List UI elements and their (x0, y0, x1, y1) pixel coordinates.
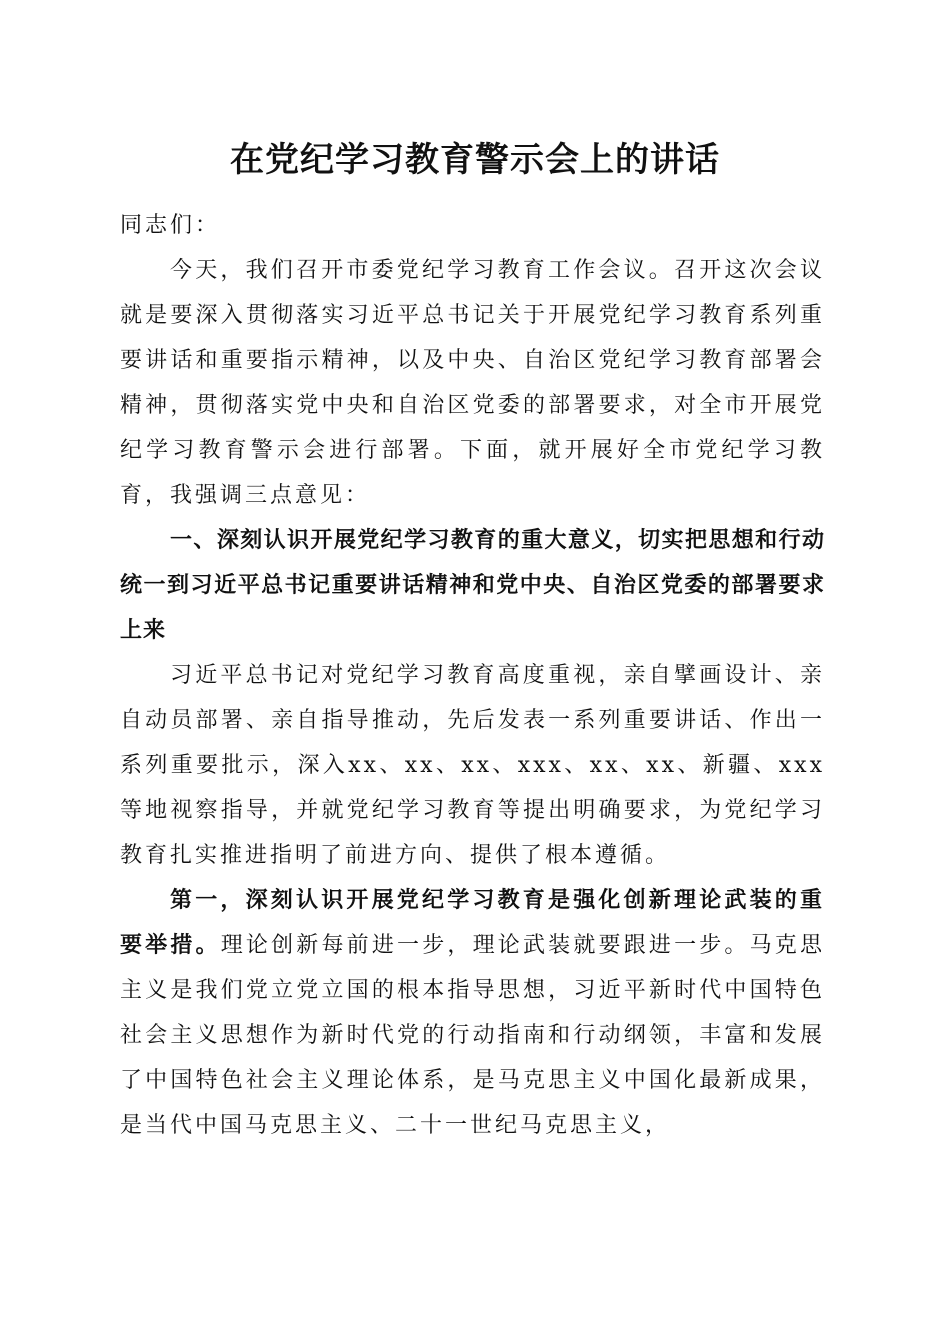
section-heading-1: 一、深刻认识开展党纪学习教育的重大意义，切实把思想和行动统一到习近平总书记重要讲话精神和党中央、自治区党委的部署要求上来 (120, 527, 825, 643)
paragraph-opening: 今天，我们召开市委党纪学习教育工作会议。召开这次会议就是要深入贯彻落实习近平总书记关于开展党纪学习教育系列重要讲话和重要指示精神，以及中央、自治区党纪学习教育部署会精神，贯彻落实党中央和自治区党委的部署要求，对全市开展党纪学习教育警示会进行部署。下面，就开展好全市党纪学习教育，我强调三点意见： (120, 258, 825, 508)
paragraph-point-one (120, 878, 825, 1148)
point-one-lead: 第一，深刻认识开展党纪学习教育是强化创新理论武装的重要举措。 (120, 887, 825, 958)
paragraph-instructions: 习近平总书记对党纪学习教育高度重视，亲自擘画设计、亲自动员部署、亲自指导推动，先后发表一系列重要讲话、作出一系列重要批示，深入xx、xx、xx、xxx、xx、xx、新疆、xxx等地视察指导，并就党纪学习教育等提出明确要求，为党纪学习教育扎实推进指明了前进方向、提供了根本遵循。 (120, 663, 825, 868)
document-title: 在党纪学习教育警示会上的讲话 (230, 140, 720, 180)
document-body (120, 203, 825, 1148)
salutation: 同志们： (120, 213, 221, 238)
point-one-body: 理论创新每前进一步，理论武装就要跟进一步。马克思主义是我们党立党立国的根本指导思想，习近平新时代中国特色社会主义思想作为新时代党的行动指南和行动纲领，丰富和发展了中国特色社会主义理论体系，是马克思主义中国化最新成果，是当代中国马克思主义、二十一世纪马克思主义， (120, 933, 825, 1138)
